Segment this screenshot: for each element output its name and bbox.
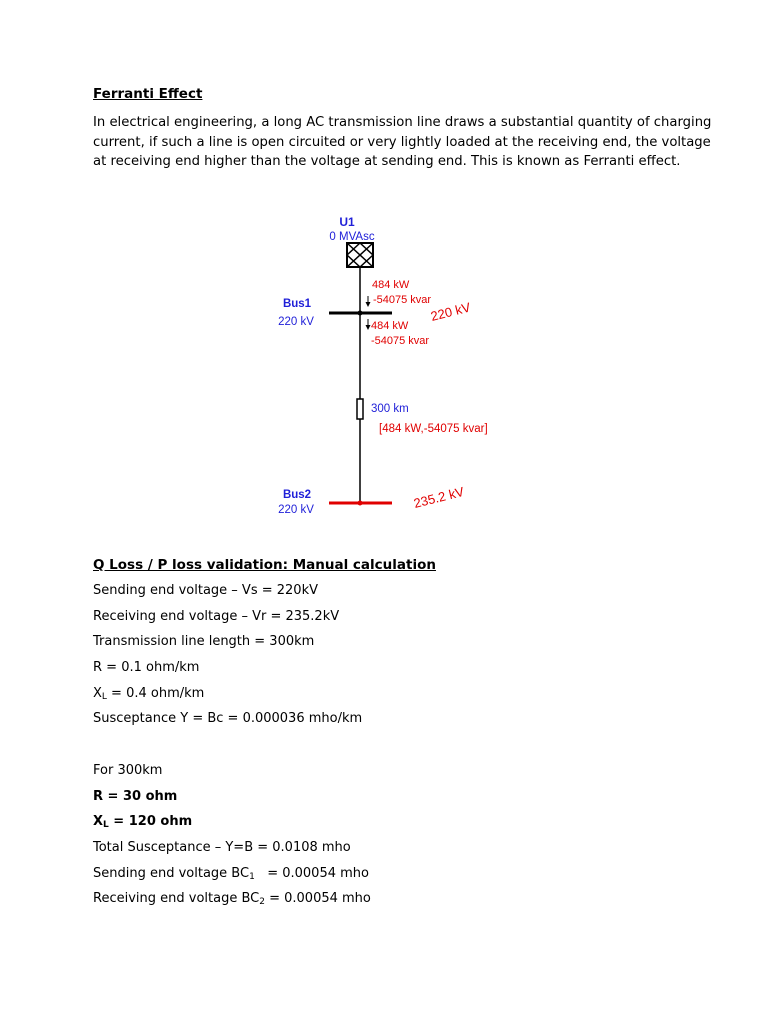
bus1-node [358,311,363,316]
bc1-value: = 0.00054 mho [254,865,369,881]
bc1-subscript: 1 [249,871,255,882]
bus2-voltage-annotation: 235.2 kV [412,483,466,511]
line-length: 300 km [371,403,409,415]
reactance-value: = 0.4 ohm/km [106,685,205,701]
source-symbol [347,243,373,267]
total-reactance-value: = 120 ohm [108,814,193,830]
bc1-label: Sending end voltage BC [93,865,250,881]
total-reactance-symbol: X [93,814,104,830]
receiving-end-bc [93,890,371,916]
total-resistance: R = 30 ohm [93,788,178,804]
bus2-voltage: 220 kV [278,504,314,516]
total-susceptance: Total Susceptance – Y=B = 0.0108 mho [93,839,351,855]
bus1-voltage-annotation: 220 kV [429,299,473,324]
flow-arrow-icon [366,296,371,307]
intro-line: current, if such a line is open circuited or very lightly loaded at the receiving end, the voltage [93,134,711,150]
page-title: Ferranti Effect [93,86,203,102]
source-rating: 0 MVAsc [329,231,375,243]
bc2-value: = 0.00054 mho [264,891,371,907]
flow2-active-power: 484 kW [371,320,409,332]
intro-line: at receiving end higher than the voltage at sending end. This is known as Ferranti effect. [93,154,681,169]
sending-end-bc [93,865,371,891]
reactance-subscript: L [101,691,107,702]
receiving-voltage: Receiving end voltage – Vr = 235.2kV [93,608,340,624]
sending-voltage: Sending end voltage – Vs = 220kV [93,583,318,598]
source-name: U1 [339,215,355,229]
total-reactance-subscript: L [103,820,109,831]
bus1-name: Bus1 [282,298,312,310]
one-line-diagram [0,200,768,540]
line-impedance-symbol [357,399,363,419]
intro-paragraph [93,113,712,172]
flow-arrow-icon [366,319,371,330]
line-length-value: Transmission line length = 300km [93,634,315,650]
reactance-symbol: X [93,685,102,701]
bc2-label: Receiving end voltage BC [93,891,260,907]
calc-heading: Q Loss / P loss validation: Manual calculation [93,557,436,573]
flow1-active-power: 484 kW [372,279,410,291]
flow1-reactive-power: -54075 kvar [373,294,432,306]
reactance-per-km [93,685,371,711]
spacer [93,736,371,762]
intro-line: In electrical engineering, a long AC transmission line draws a substantial quantity of charging [93,115,712,130]
flow2-reactive-power: -54075 kvar [371,335,430,347]
bc2-subscript: 2 [259,897,265,908]
bus1-voltage: 220 kV [278,316,314,328]
bus2-node [358,501,363,506]
line-flow: [484 kW,-54075 kvar] [379,423,488,435]
for-300km-label: For 300km [93,762,163,778]
susceptance-per-km: Susceptance Y = Bc = 0.000036 mho/km [93,711,363,727]
bus2-name: Bus2 [282,489,312,501]
calc-list [93,582,371,916]
resistance-per-km: R = 0.1 ohm/km [93,660,200,676]
total-reactance [93,813,371,839]
